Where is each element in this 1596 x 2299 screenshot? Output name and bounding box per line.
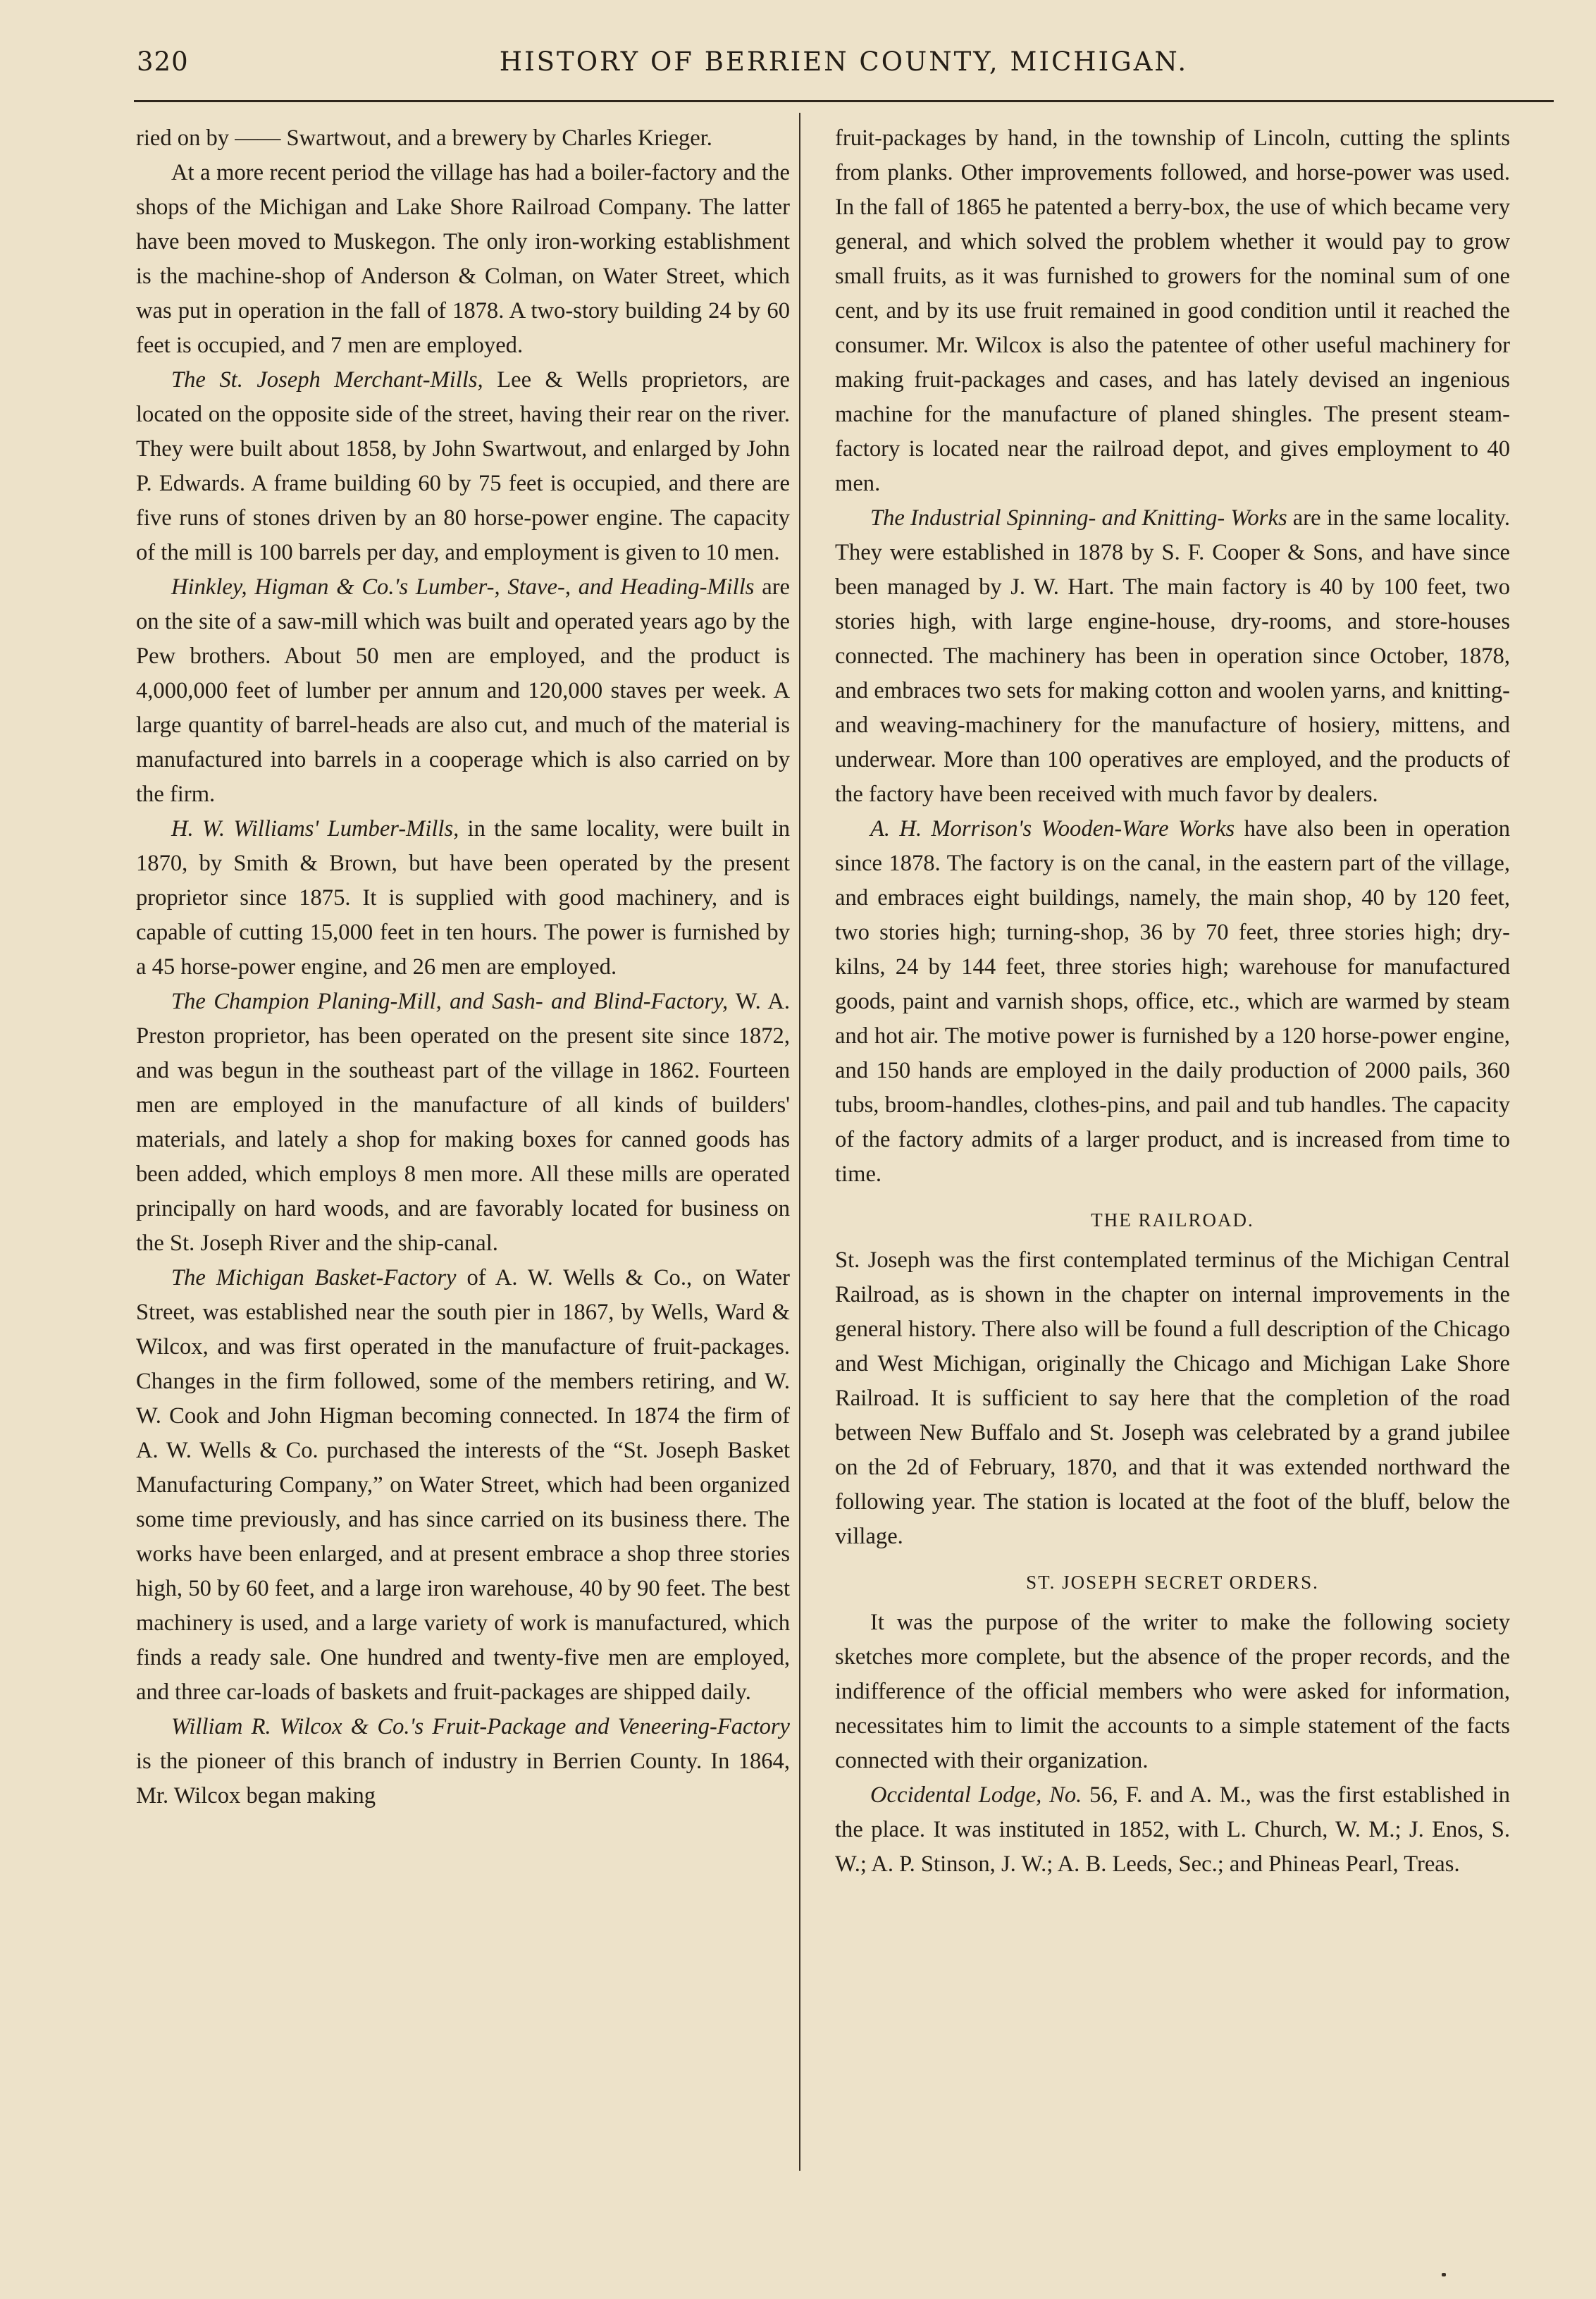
paragraph-text: fruit-packages by hand, in the township of Lincoln, cutting the splints from planks. Other improvements followed, and horse-power was used. In the fall of 1865 he patented a berry-box, the use of which became very general, and which solved the problem whether it would pay to grow small fruits, as it was furnished to growers for the nominal sum of one cent, and by its use fruit remained in good condition until it reached the consumer. Mr. Wilcox is also the patentee of other useful machinery for making fruit-packages and cases, and has lately devised an ingenious machine for the manufacture of planed shingles. The present steam-factory is located near the railroad depot, and gives employment to 40 men.: [835, 125, 1510, 496]
paragraph-lead-title: Hinkley, Higman & Co.'s Lumber-, Stave-, and Heading-Mills: [171, 574, 755, 600]
page-number: 320: [137, 47, 189, 77]
paragraph-text: St. Joseph was the first contemplated terminus of the Michigan Central Railroad, as is shown in the chapter on internal improvements in the general history. There also will be found a full description of the Chicago and West Michigan, originally the Chicago and Michigan Lake Shore Railroad. It is sufficient to say here that the completion of the road between New Buffalo and St. Joseph was celebrated by a grand jubilee on the 2d of February, 1870, and that it was extended northward the following year. The station is located at the foot of the bluff, below the village.: [835, 1247, 1510, 1549]
paragraph-text: Lee & Wells proprietors, are located on the opposite side of the street, having their rear on the river. They were built about 1858, by John Swartwout, and enlarged by John P. Edwards. A frame building 60 by 75 feet is occupied, and there are five runs of stones driven by an 80 horse-power engine. The capacity of the mill is 100 barrels per day, and employment is given to 10 men.: [136, 367, 790, 565]
paragraph-text: At a more recent period the village has had a boiler-factory and the shops of the Michigan and Lake Shore Railroad Company. The latter have been moved to Muskegon. The only iron-working establishment is the machine-shop of Anderson & Colman, on Water Street, which was put in operation in the fall of 1878. A two-story building 24 by 60 feet is occupied, and 7 men are employed.: [136, 160, 790, 358]
paragraph: [136, 156, 790, 363]
page-header: [134, 47, 1554, 86]
paragraph-text: W. A. Preston proprietor, has been operated on the present site since 1872, and was begun in the southeast part of the village in 1862. Fourteen men are employed in the manufacture of all kinds of builders' materials, and lately a shop for making boxes for canned goods has been added, which employs 8 men more. All these mills are operated principally on hard woods, and are favorably located for business on the St. Joseph River and the ship-canal.: [136, 989, 790, 1256]
paragraph: [136, 570, 790, 812]
paragraph-lead-title: H. W. Williams' Lumber-Mills,: [171, 816, 459, 842]
paragraph-lead-title: The Champion Planing-Mill, and Sash- and Blind-Factory,: [171, 989, 729, 1014]
paragraph-lead-title: The Michigan Basket-Factory: [171, 1265, 457, 1290]
paragraph-lead-title: The St. Joseph Merchant-Mills,: [171, 367, 483, 393]
paragraph: [835, 1778, 1510, 1882]
paragraph-text: are in the same locality. They were established in 1878 by S. F. Cooper & Sons, and have since been managed by J. W. Hart. The main factory is 40 by 100 feet, two stories high, with large engine-house, dry-rooms, and store-houses connected. The machinery has been in operation since October, 1878, and embraces two sets for making cotton and woolen yarns, and knitting- and weaving-machinery for the manufacture of hosiery, mittens, and underwear. More than 100 operatives are employed, and the products of the factory have been received with much favor by dealers.: [835, 505, 1510, 807]
paragraph-text: have also been in operation since 1878. The factory is on the canal, in the eastern part of the village, and embraces eight buildings, namely, the main shop, 40 by 120 feet, two stories high; turning-shop, 36 by 70 feet, three stories high; dry-kilns, 24 by 144 feet, three stories high; warehouse for manufactured goods, paint and varnish shops, office, etc., which are warmed by steam and hot air. The motive power is furnished by a 120 horse-power engine, and 150 hands are employed in the daily production of 2000 pails, 360 tubs, broom-handles, clothes-pins, and pail and tub handles. The capacity of the factory admits of a larger product, and is increased from time to time.: [835, 816, 1510, 1187]
paragraph: [136, 363, 790, 570]
paragraph-lead-title: William R. Wilcox & Co.'s Fruit-Package and Veneering-Factory: [171, 1714, 790, 1739]
paragraph: [835, 1605, 1510, 1778]
right-column: [835, 121, 1510, 1882]
print-speck: [1442, 2273, 1446, 2276]
paragraph-lead-title: The Industrial Spinning- and Knitting- Works: [870, 505, 1287, 531]
running-title: HISTORY OF BERRIEN COUNTY, MICHIGAN.: [499, 47, 1189, 77]
left-column: [136, 121, 790, 1813]
paragraph: [136, 1710, 790, 1813]
paragraph-text: of A. W. Wells & Co., on Water Street, was established near the south pier in 1867, by Wells, Ward & Wilcox, and was first operated in the manufacture of fruit-packages. Changes in the firm followed, some of the members retiring, and W. W. Cook and John Higman becoming connected. In 1874 the firm of A. W. Wells & Co. purchased the interests of the “St. Joseph Basket Manufacturing Company,” on Water Street, which had been organized some time previously, and has since carried on its business there. The works have been enlarged, and at present embrace a shop three stories high, 50 by 60 feet, and a large iron warehouse, 40 by 90 feet. The best machinery is used, and a large variety of work is manufactured, which finds a ready sale. One hundred and twenty-five men are employed, and three car-loads of baskets and fruit-packages are shipped daily.: [136, 1265, 791, 1705]
paragraph: [835, 1243, 1510, 1554]
paragraph: [835, 501, 1510, 812]
paragraph: [136, 1261, 790, 1710]
paragraph-text: in the same locality, were built in 1870, by Smith & Brown, but have been operated by the present proprietor since 1875. It is supplied with good machinery, and is capable of cutting 15,000 feet in ten hours. The power is furnished by a 45 horse-power engine, and 26 men are employed.: [136, 816, 790, 980]
paragraph-text: It was the purpose of the writer to make the following society sketches more complete, but the absence of the proper records, and the indifference of the official members who were asked for information, necessitates him to limit the accounts to a simple statement of the facts connected with their organization.: [835, 1610, 1510, 1773]
paragraph: [835, 121, 1510, 501]
paragraph-text: is the pioneer of this branch of industry in Berrien County. In 1864, Mr. Wilcox began making: [136, 1749, 790, 1808]
paragraph: [835, 812, 1510, 1192]
paragraph: [136, 985, 790, 1261]
paragraph-text: are on the site of a saw-mill which was built and operated years ago by the Pew brothers. About 50 men are employed, and the product is 4,000,000 feet of lumber per annum and 120,000 staves per week. A large quantity of barrel-heads are also cut, and much of the material is manufactured into barrels in a cooperage which is also carried on by the firm.: [136, 574, 790, 807]
section-heading: THE RAILROAD.: [1091, 1209, 1254, 1231]
paragraph-lead-title: Occidental Lodge, No.: [870, 1782, 1082, 1808]
column-divider: [799, 113, 800, 2171]
paragraph: [136, 121, 790, 156]
header-rule: [134, 100, 1554, 102]
section-heading: ST. JOSEPH SECRET ORDERS.: [1026, 1572, 1319, 1593]
paragraph-text: 56, F. and A. M., was the first established in the place. It was instituted in 1852, with L. Church, W. M.; J. Enos, S. W.; A. P. Stinson, J. W.; A. B. Leeds, Sec.; and Phineas Pearl, Treas.: [835, 1782, 1510, 1877]
paragraph: [136, 812, 790, 985]
paragraph-text: ried on by —— Swartwout, and a brewery by Charles Krieger.: [136, 125, 712, 151]
paragraph-lead-title: A. H. Morrison's Wooden-Ware Works: [870, 816, 1235, 842]
